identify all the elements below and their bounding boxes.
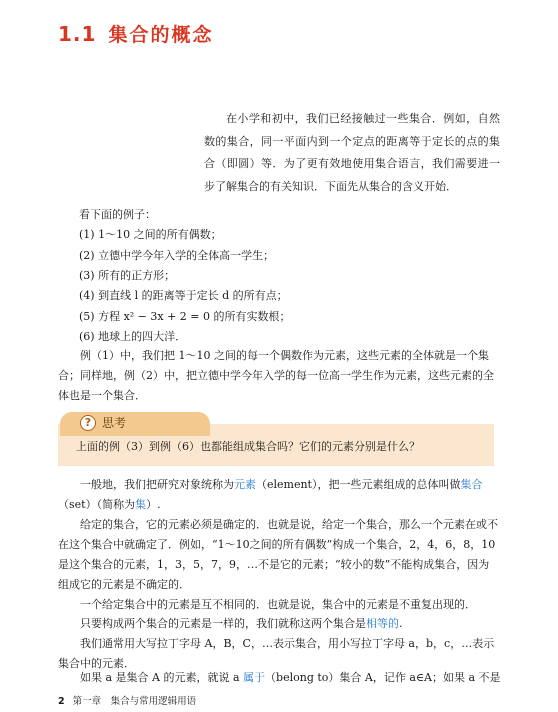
definition-text-c: （set）（简称为 (58, 498, 136, 511)
belong-text-b: （belong to）集合 A，记作 a∈A；如果 a 不是 (265, 671, 501, 684)
section-number: 1.1 (58, 22, 97, 46)
think-label: 思考 (102, 416, 127, 430)
equal-text-b: . (399, 617, 403, 630)
example-item-1: (1) 1～10 之间的所有偶数； (79, 228, 222, 241)
belong-paragraph (58, 668, 501, 688)
notation-paragraph: 我们通常用大写拉丁字母 A，B，C，…表示集合，用小写拉丁字母 a，b，c，…表示集合中的元素． (58, 637, 495, 670)
belong-text-a: 如果 a 是集合 A 的元素，就说 a (80, 671, 244, 684)
example-item-4: (4) 到直线 l 的距离等于定长 d 的所有点； (79, 289, 288, 302)
determinacy-paragraph: 给定的集合，它的元素必须是确定的．也就是说，给定一个集合，那么一个元素在或不在这个集合中就确定了．例如，“1～10之间的所有偶数”构成一个集合，2，4，6，8，10 是这个集合的元素，1，3，5，7，9，…不是它的元素；“较小的数”不能构成集合，因为组成它的元素是不确定的． (58, 518, 498, 591)
think-box (58, 412, 498, 468)
term-belong: 属于 (243, 671, 266, 684)
examples-intro: 看下面的例子： (79, 208, 156, 221)
equal-sets-paragraph (58, 614, 498, 634)
example-item-3: (3) 所有的正方形； (79, 269, 176, 282)
term-equal: 相等的 (366, 617, 399, 630)
definition-text-d: ）. (146, 498, 161, 511)
term-element: 元素 (234, 478, 256, 491)
page-footer (58, 693, 196, 707)
example-item-5: (5) 方程 x² − 3x + 2 = 0 的所有实数根； (79, 310, 291, 323)
section-heading (58, 20, 213, 47)
definition-paragraph (58, 475, 498, 515)
term-set: 集合 (460, 478, 483, 491)
paragraph-examples-explanation: 例（1）中，我们把 1～10 之间的每一个偶数作为元素，这些元素的全体就是一个集合；同样地，例（2）中，把立德中学今年入学的每一位高一学生作为元素，这些元素的全体也是一个集合． (58, 349, 494, 402)
example-item-6: (6) 地球上的四大洋． (79, 330, 187, 343)
chapter-title: 第一章 集合与常用逻辑用语 (72, 696, 197, 707)
distinctness-paragraph: 一个给定集合中的元素是互不相同的．也就是说，集合中的元素是不重复出现的． (80, 598, 476, 611)
example-item-2: (2) 立德中学今年入学的全体高一学生； (79, 249, 275, 262)
definition-text-b: （element），把一些元素组成的总体叫做 (256, 478, 461, 491)
definition-text-a: 一般地，我们把研究对象统称为 (80, 478, 234, 491)
term-set-short: 集 (135, 498, 147, 511)
equal-text-a: 只要构成两个集合的元素是一样的，我们就称这两个集合是 (80, 617, 366, 630)
question-mark-icon: ? (80, 415, 96, 431)
page-number: 2 (58, 696, 65, 707)
think-question: 上面的例（3）到例（6）也都能组成集合吗？它们的元素分别是什么？ (76, 440, 420, 453)
section-title: 集合的概念 (108, 24, 214, 46)
intro-paragraph: 在小学和初中，我们已经接触过一些集合．例如，自然数的集合，同一平面内到一个定点的距离等于定长的点的集合（即圆）等．为了更有效地使用集合语言，我们需要进一步了解集合的有关知识．下面先从集合的含义开始． (204, 112, 500, 193)
